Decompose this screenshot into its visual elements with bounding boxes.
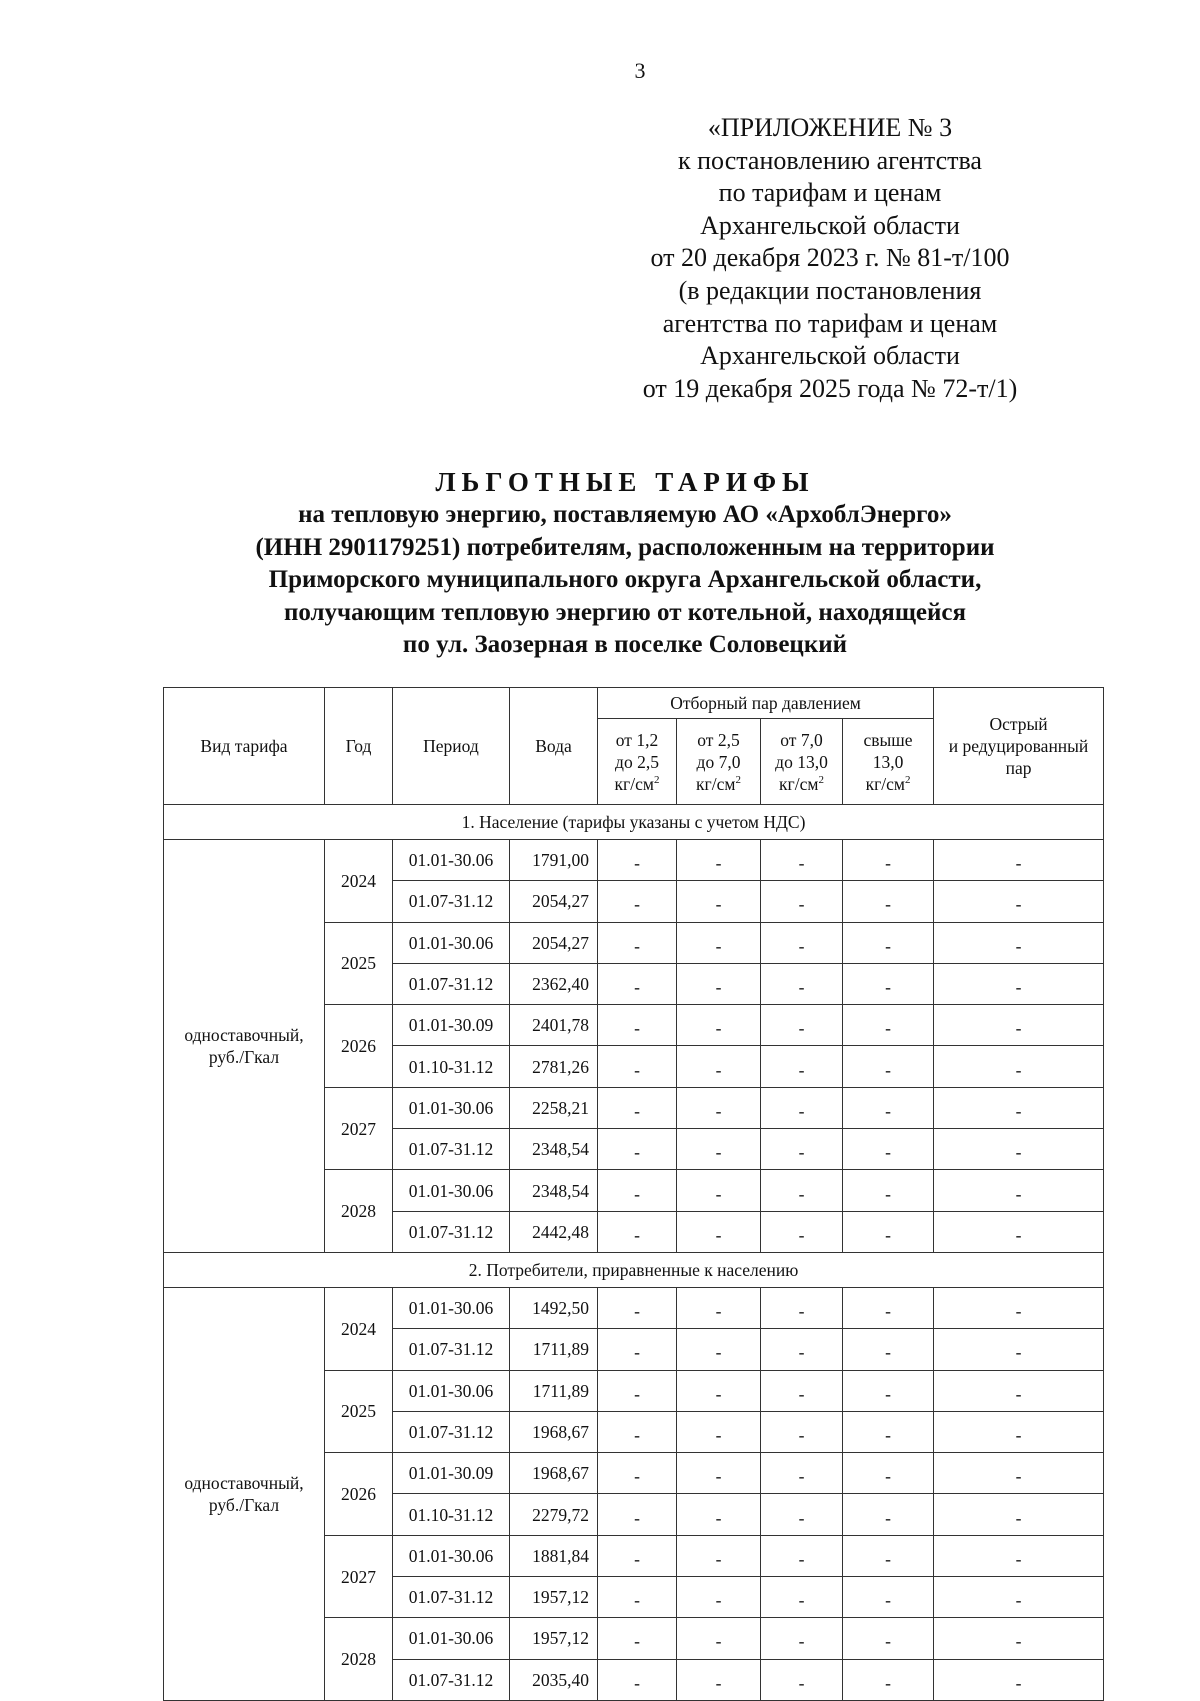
header-line: до 2,5	[615, 751, 659, 772]
water-value-cell: 1711,89	[510, 1370, 598, 1411]
header-tariff-type: Вид тарифа	[164, 688, 325, 805]
water-value-cell: 2781,26	[510, 1046, 598, 1087]
empty-value-cell: -	[934, 1411, 1104, 1452]
period-cell: 01.07-31.12	[393, 1411, 510, 1452]
empty-value-cell: -	[761, 1129, 843, 1170]
empty-value-cell: -	[598, 1211, 677, 1252]
header-line: и редуцированный	[948, 736, 1089, 756]
section-title: 2. Потребители, приравненные к населению	[164, 1252, 1104, 1287]
tariff-type-line: руб./Гкал	[208, 1494, 280, 1515]
empty-value-cell: -	[843, 1535, 934, 1576]
empty-value-cell: -	[934, 1535, 1104, 1576]
header-steam-4	[843, 719, 934, 805]
water-value-cell: 2442,48	[510, 1211, 598, 1252]
empty-value-cell: -	[843, 1005, 934, 1046]
empty-value-cell: -	[761, 1453, 843, 1494]
empty-value-cell: -	[761, 1329, 843, 1370]
empty-value-cell: -	[598, 1329, 677, 1370]
empty-value-cell: -	[677, 1329, 761, 1370]
table-row	[164, 840, 1104, 881]
period-cell: 01.07-31.12	[393, 963, 510, 1004]
table-body	[164, 805, 1104, 1701]
section-row	[164, 805, 1104, 840]
water-value-cell: 1968,67	[510, 1411, 598, 1452]
empty-value-cell: -	[843, 1577, 934, 1618]
empty-value-cell: -	[677, 1577, 761, 1618]
period-cell: 01.01-30.06	[393, 1087, 510, 1128]
empty-value-cell: -	[677, 963, 761, 1004]
empty-value-cell: -	[761, 1287, 843, 1328]
water-value-cell: 1881,84	[510, 1535, 598, 1576]
empty-value-cell: -	[598, 1129, 677, 1170]
empty-value-cell: -	[843, 1211, 934, 1252]
water-value-cell: 2362,40	[510, 963, 598, 1004]
year-cell: 2027	[325, 1535, 393, 1618]
empty-value-cell: -	[761, 1370, 843, 1411]
empty-value-cell: -	[843, 1453, 934, 1494]
header-line: до 13,0	[775, 751, 828, 772]
year-cell: 2026	[325, 1453, 393, 1536]
empty-value-cell: -	[598, 1411, 677, 1452]
section-row	[164, 1252, 1104, 1287]
empty-value-cell: -	[843, 1659, 934, 1700]
unit-text: кг/см	[865, 773, 905, 794]
title-line: Приморского муниципального округа Архангельской области,	[268, 566, 982, 594]
period-cell: 01.10-31.12	[393, 1046, 510, 1087]
year-cell: 2027	[325, 1087, 393, 1170]
period-cell: 01.07-31.12	[393, 1211, 510, 1252]
empty-value-cell: -	[761, 1618, 843, 1659]
period-cell: 01.01-30.06	[393, 840, 510, 881]
empty-value-cell: -	[677, 840, 761, 881]
empty-value-cell: -	[934, 1370, 1104, 1411]
header-line: свыше	[863, 729, 913, 750]
empty-value-cell: -	[843, 1494, 934, 1535]
tariff-type-line: одноставочный,	[184, 1472, 304, 1493]
empty-value-cell: -	[934, 1494, 1104, 1535]
year-cell: 2028	[325, 1170, 393, 1253]
empty-value-cell: -	[677, 1005, 761, 1046]
empty-value-cell: -	[934, 881, 1104, 922]
period-cell: 01.10-31.12	[393, 1494, 510, 1535]
appendix-line: от 20 декабря 2023 г. № 81-т/100	[650, 243, 1010, 273]
empty-value-cell: -	[843, 1618, 934, 1659]
empty-value-cell: -	[677, 1618, 761, 1659]
water-value-cell: 2348,54	[510, 1129, 598, 1170]
empty-value-cell: -	[677, 1129, 761, 1170]
tariff-type-cell	[164, 1287, 325, 1700]
empty-value-cell: -	[598, 1370, 677, 1411]
header-line: пар	[1005, 758, 1032, 778]
water-value-cell: 2035,40	[510, 1659, 598, 1700]
empty-value-cell: -	[843, 963, 934, 1004]
empty-value-cell: -	[761, 1577, 843, 1618]
water-value-cell: 1968,67	[510, 1453, 598, 1494]
empty-value-cell: -	[677, 1211, 761, 1252]
empty-value-cell: -	[934, 1005, 1104, 1046]
empty-value-cell: -	[934, 922, 1104, 963]
appendix-line: агентства по тарифам и ценам	[662, 308, 998, 338]
empty-value-cell: -	[677, 1170, 761, 1211]
empty-value-cell: -	[677, 1087, 761, 1128]
header-water: Вода	[510, 688, 598, 805]
empty-value-cell: -	[677, 1494, 761, 1535]
empty-value-cell: -	[761, 1659, 843, 1700]
header-line: от 2,5	[697, 729, 740, 750]
water-value-cell: 2054,27	[510, 922, 598, 963]
empty-value-cell: -	[677, 1370, 761, 1411]
period-cell: 01.01-30.09	[393, 1453, 510, 1494]
page-number: 3	[634, 58, 646, 83]
empty-value-cell: -	[934, 963, 1104, 1004]
period-cell: 01.07-31.12	[393, 1329, 510, 1370]
empty-value-cell: -	[843, 1129, 934, 1170]
empty-value-cell: -	[761, 1170, 843, 1211]
empty-value-cell: -	[677, 881, 761, 922]
water-value-cell: 2279,72	[510, 1494, 598, 1535]
unit-text: кг/см	[696, 773, 736, 794]
empty-value-cell: -	[598, 1535, 677, 1576]
empty-value-cell: -	[598, 1170, 677, 1211]
empty-value-cell: -	[677, 1046, 761, 1087]
period-cell: 01.01-30.09	[393, 1005, 510, 1046]
unit-text: кг/см	[614, 773, 654, 794]
period-cell: 01.07-31.12	[393, 1659, 510, 1700]
header-line	[843, 773, 933, 795]
empty-value-cell: -	[598, 1494, 677, 1535]
empty-value-cell: -	[761, 1005, 843, 1046]
header-line: 13,0	[872, 751, 904, 772]
water-value-cell: 1957,12	[510, 1618, 598, 1659]
appendix-line: Архангельской области	[700, 210, 960, 240]
period-cell: 01.01-30.06	[393, 1535, 510, 1576]
empty-value-cell: -	[934, 1087, 1104, 1128]
period-cell: 01.07-31.12	[393, 881, 510, 922]
empty-value-cell: -	[598, 1046, 677, 1087]
unit-exponent: 2	[653, 773, 660, 786]
empty-value-cell: -	[843, 1087, 934, 1128]
empty-value-cell: -	[761, 922, 843, 963]
empty-value-cell: -	[677, 1453, 761, 1494]
empty-value-cell: -	[598, 1287, 677, 1328]
empty-value-cell: -	[843, 1046, 934, 1087]
unit-exponent: 2	[904, 773, 911, 786]
empty-value-cell: -	[761, 1046, 843, 1087]
period-cell: 01.07-31.12	[393, 1129, 510, 1170]
period-cell: 01.01-30.06	[393, 1170, 510, 1211]
empty-value-cell: -	[598, 963, 677, 1004]
empty-value-cell: -	[598, 1087, 677, 1128]
header-sharp-steam	[934, 688, 1104, 805]
unit-exponent: 2	[818, 773, 824, 786]
water-value-cell: 2348,54	[510, 1170, 598, 1211]
title-line: (ИНН 2901179251) потребителям, расположенным на территории	[255, 533, 995, 561]
empty-value-cell: -	[934, 840, 1104, 881]
empty-value-cell: -	[934, 1046, 1104, 1087]
empty-value-cell: -	[761, 1411, 843, 1452]
header-line: от 7,0	[780, 729, 823, 750]
water-value-cell: 1957,12	[510, 1577, 598, 1618]
document-title	[150, 465, 1100, 662]
empty-value-cell: -	[934, 1659, 1104, 1700]
appendix-line: «ПРИЛОЖЕНИЕ № 3	[707, 113, 953, 142]
header-steam-2	[677, 719, 761, 805]
empty-value-cell: -	[761, 1211, 843, 1252]
appendix-line: к постановлению агентства	[678, 145, 982, 175]
header-line: Острый	[989, 714, 1048, 734]
empty-value-cell: -	[677, 1535, 761, 1576]
empty-value-cell: -	[843, 1170, 934, 1211]
empty-value-cell: -	[761, 840, 843, 881]
header-steam-1	[598, 719, 677, 805]
empty-value-cell: -	[761, 1494, 843, 1535]
year-cell: 2026	[325, 1005, 393, 1088]
title-line: получающим тепловую энергию от котельной, находящейся	[283, 598, 967, 626]
period-cell: 01.01-30.06	[393, 1287, 510, 1328]
appendix-line: (в редакции постановления	[678, 275, 982, 305]
empty-value-cell: -	[677, 1411, 761, 1452]
water-value-cell: 1492,50	[510, 1287, 598, 1328]
section-title: 1. Население (тарифы указаны с учетом НДС)	[164, 805, 1104, 840]
appendix-line: Архангельской области	[700, 341, 960, 371]
empty-value-cell: -	[934, 1170, 1104, 1211]
table-row	[164, 1287, 1104, 1328]
empty-value-cell: -	[677, 922, 761, 963]
empty-value-cell: -	[598, 922, 677, 963]
unit-exponent: 2	[735, 773, 741, 786]
water-value-cell: 2258,21	[510, 1087, 598, 1128]
header-year: Год	[325, 688, 393, 805]
water-value-cell: 2054,27	[510, 881, 598, 922]
water-value-cell: 1711,89	[510, 1329, 598, 1370]
header-line	[677, 773, 760, 795]
empty-value-cell: -	[843, 1287, 934, 1328]
title-line: на тепловую энергию, поставляемую АО «АрхоблЭнерго»	[298, 501, 952, 528]
tariff-type-cell	[164, 840, 325, 1253]
empty-value-cell: -	[677, 1287, 761, 1328]
header-period: Период	[393, 688, 510, 805]
empty-value-cell: -	[934, 1287, 1104, 1328]
tariff-type-line: руб./Гкал	[208, 1046, 280, 1067]
header-line: от 1,2	[615, 729, 659, 750]
tariff-type-line: одноставочный,	[184, 1024, 304, 1045]
empty-value-cell: -	[934, 1618, 1104, 1659]
empty-value-cell: -	[677, 1659, 761, 1700]
unit-text: кг/см	[779, 773, 819, 794]
empty-value-cell: -	[598, 1618, 677, 1659]
appendix-line: по тарифам и ценам	[718, 178, 942, 208]
empty-value-cell: -	[843, 922, 934, 963]
empty-value-cell: -	[843, 840, 934, 881]
period-cell: 01.01-30.06	[393, 1370, 510, 1411]
year-cell: 2025	[325, 1370, 393, 1453]
empty-value-cell: -	[598, 1659, 677, 1700]
empty-value-cell: -	[761, 963, 843, 1004]
year-cell: 2028	[325, 1618, 393, 1701]
water-value-cell: 2401,78	[510, 1005, 598, 1046]
period-cell: 01.01-30.06	[393, 1618, 510, 1659]
empty-value-cell: -	[598, 840, 677, 881]
empty-value-cell: -	[934, 1329, 1104, 1370]
water-value-cell: 1791,00	[510, 840, 598, 881]
empty-value-cell: -	[598, 1453, 677, 1494]
appendix-block	[620, 112, 1040, 405]
year-cell: 2024	[325, 840, 393, 923]
header-line	[598, 773, 676, 795]
year-cell: 2025	[325, 922, 393, 1005]
empty-value-cell: -	[843, 881, 934, 922]
empty-value-cell: -	[934, 1577, 1104, 1618]
title-main: ЛЬГОТНЫЕ ТАРИФЫ	[435, 467, 815, 497]
appendix-line: от 19 декабря 2025 года № 72-т/1)	[642, 373, 1018, 403]
empty-value-cell: -	[934, 1211, 1104, 1252]
empty-value-cell: -	[761, 881, 843, 922]
empty-value-cell: -	[761, 1535, 843, 1576]
tariff-table	[163, 687, 1104, 1701]
empty-value-cell: -	[843, 1329, 934, 1370]
empty-value-cell: -	[934, 1453, 1104, 1494]
empty-value-cell: -	[843, 1370, 934, 1411]
header-line	[761, 773, 842, 795]
header-steam-3	[761, 719, 843, 805]
period-cell: 01.07-31.12	[393, 1577, 510, 1618]
header-steam-group: Отборный пар давлением	[598, 688, 934, 719]
empty-value-cell: -	[598, 1577, 677, 1618]
empty-value-cell: -	[598, 1005, 677, 1046]
title-line: по ул. Заозерная в поселке Соловецкий	[402, 631, 848, 659]
empty-value-cell: -	[761, 1087, 843, 1128]
header-line: до 7,0	[696, 751, 741, 772]
empty-value-cell: -	[934, 1129, 1104, 1170]
empty-value-cell: -	[843, 1411, 934, 1452]
empty-value-cell: -	[598, 881, 677, 922]
period-cell: 01.01-30.06	[393, 922, 510, 963]
year-cell: 2024	[325, 1287, 393, 1370]
